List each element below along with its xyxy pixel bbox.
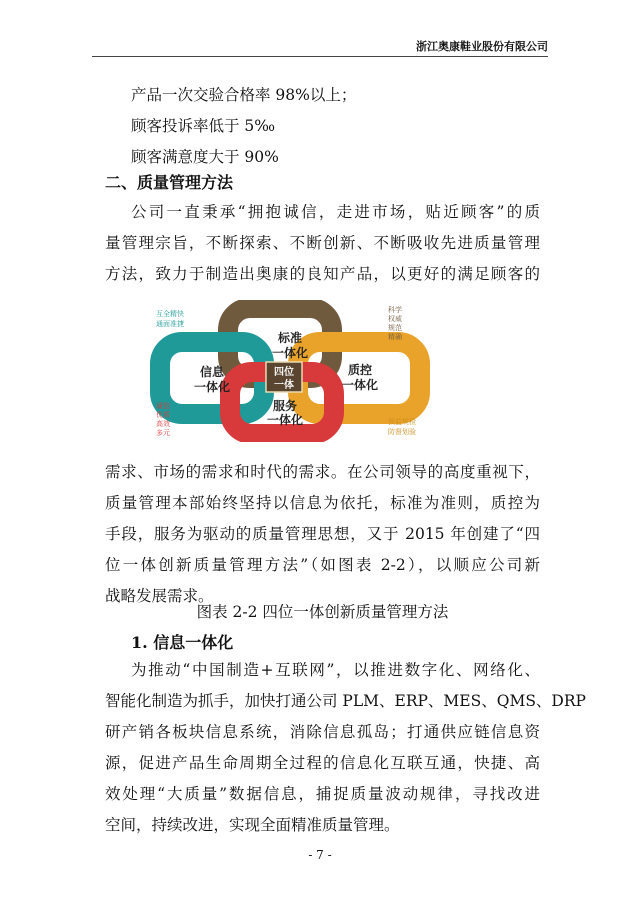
header-rule <box>92 56 548 57</box>
tr-keywords-1: 科学 <box>388 306 402 314</box>
bl-keywords-1: 诚信 <box>156 402 170 410</box>
page-number: - 7 - <box>308 848 332 862</box>
br-keywords-2: 防督划验 <box>388 428 416 436</box>
service-label-1: 服务 <box>272 399 298 413</box>
tl-keywords-2: 通面准捷 <box>156 320 184 328</box>
section-heading: 二、质量管理方法 <box>105 173 234 192</box>
tr-keywords-3: 规范 <box>388 324 402 332</box>
target-line: 顾客满意度大于 90% <box>131 148 279 166</box>
figure-caption: 图表 2-2 四位一体创新质量管理方法 <box>196 603 449 621</box>
paragraph-line: 战略发展需求。 <box>105 587 214 605</box>
center-text-1: 四位 <box>274 367 294 378</box>
paragraph-line: 量管理宗旨，不断探索、不断创新、不断吸收先进质量管理 <box>105 234 540 252</box>
paragraph-line: 研产销各板块信息系统，消除信息孤岛；打通供应链信息资 <box>105 723 540 741</box>
paragraph-line: 手段，服务为驱动的质量管理思想，又于 2015 年创建了“四 <box>105 525 540 543</box>
service-label-2: 一体化 <box>266 413 304 427</box>
diagram-svg <box>150 300 460 442</box>
paragraph-line: 效处理“大质量”数据信息，捕捉质量波动规律，寻找改进 <box>105 785 540 803</box>
info-label-2: 一体化 <box>193 380 231 394</box>
paragraph-line: 质量管理本部始终坚持以信息为依托，标准为准则，质控为 <box>105 494 540 512</box>
standard-label-2: 一体化 <box>271 346 309 360</box>
four-in-one-diagram <box>150 300 460 442</box>
paragraph-line: 方法，致力于制造出奥康的良知产品，以更好的满足顾客的 <box>105 265 540 283</box>
qc-label-1: 质控 <box>347 363 373 377</box>
tr-keywords-4: 精确 <box>388 333 402 341</box>
target-line: 产品一次交验合格率 98%以上； <box>131 86 357 104</box>
paragraph-line: 为推动“中国制造+互联网”，以推进数字化、网络化、 <box>131 661 540 679</box>
bl-keywords-2: 优质 <box>156 411 170 419</box>
subsection-heading: 1. 信息一体化 <box>131 633 234 652</box>
paragraph-line: 公司一直秉承“拥抱诚信，走进市场，贴近顾客”的质 <box>131 203 540 221</box>
paragraph-line: 源，促进产品生命周期全过程的信息化互联互通，快捷、高 <box>105 754 540 772</box>
paragraph-line: 位一体创新质量管理方法”（如图表 2-2），以顺应公司新 <box>105 556 540 574</box>
center-text-2: 一体 <box>274 380 294 391</box>
paragraph-line: 空间，持续改进，实现全面精准质量管理。 <box>105 816 400 834</box>
bl-keywords-4: 多元 <box>156 429 170 437</box>
tr-keywords-2: 权威 <box>388 315 402 323</box>
target-line: 顾客投诉率低于 5‰ <box>131 117 276 135</box>
info-label-1: 信息 <box>199 365 225 379</box>
qc-label-2: 一体化 <box>341 378 379 392</box>
paragraph-line: 智能化制造为抓手，加快打通公司 PLM、ERP、MES、QMS、DRP <box>105 692 586 710</box>
paragraph-line: 需求、市场的需求和时代的需求。在公司领导的高度重视下， <box>105 463 540 481</box>
tl-keywords-1: 互全精快 <box>156 310 184 318</box>
bl-keywords-3: 高效 <box>156 420 170 428</box>
company-name: 浙江奥康鞋业股份有限公司 <box>416 40 548 53</box>
br-keywords-1: 预监规检 <box>388 418 416 426</box>
standard-label-1: 标准 <box>277 331 303 345</box>
